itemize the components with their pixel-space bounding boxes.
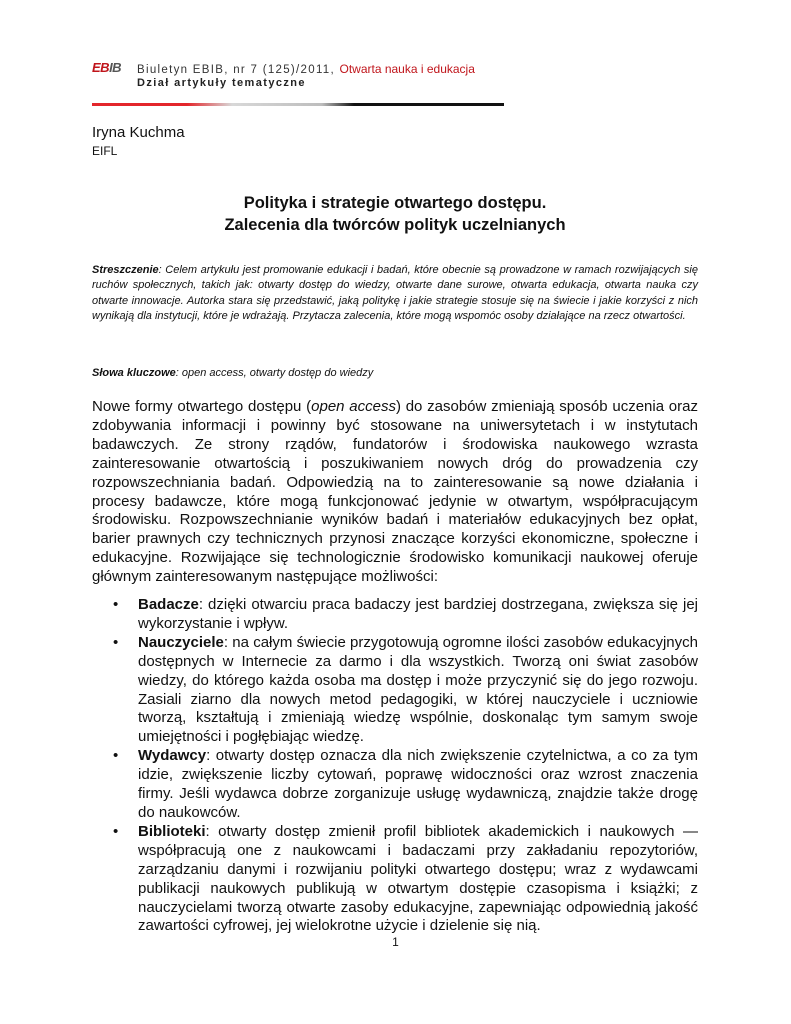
list-item: [92, 634, 698, 747]
list-item: [92, 596, 698, 634]
bullet-icon: •: [113, 747, 119, 765]
keywords: [92, 367, 373, 379]
abstract: [92, 263, 698, 325]
list-item-term: Badacze: [138, 596, 199, 613]
stakeholder-list: [92, 596, 698, 936]
intro-before: Nowe formy otwartego dostępu (: [92, 398, 312, 415]
section-label: Dział artykuły tematyczne: [137, 77, 306, 89]
list-item-text: : dzięki otwarciu praca badaczy jest bardziej dostrzegana, zwiększa się jej wykorzystanie i wpływ.: [138, 596, 698, 632]
list-item-text: : otwarty dostęp zmienił profil bibliotek akademickich i naukowych — współpracują one z naukowcami i badaczami przy zakładaniu repozytoriów, zarządzaniu danymi i rozwijaniu polityki otwartego dostępu; wraz z wydawcami publikacji naukowych publikują w otwartym dostępie czasopisma i książki; z nauczycielami tworzą otwarte zasoby edukacyjne, zapewniając odpowiednią jakość zawartości cyfrowej, jej wielokrotne użycie i dzielenie się nią.: [138, 822, 698, 935]
list-item-term: Wydawcy: [138, 747, 207, 765]
intro-italic-term: open access: [311, 398, 396, 415]
logo-part-eb: EB: [92, 60, 110, 75]
keywords-label: Słowa kluczowe: [92, 367, 176, 379]
abstract-text: : Celem artykułu jest promowanie edukacji i badań, które obecnie są prowadzone w ramach rozwijających się ruchów społecznych, takich jak: otwarty dostęp do wiedzy, otwarte dane surowe, otwarta edukacja, otwarta nauka czy otwarte innowacje. Autorka stara się przedstawić, jaką politykę i jakie strategie stosuje się na świecie i jakie korzyści z nich wynikają dla instytucji, które je wdrażają. Przytacza zalecenia, które mogą wspomóc osoby działające na rzecz otwartości.: [92, 264, 698, 323]
title-line-2: Zalecenia dla twórców polityk uczelnianych: [224, 216, 566, 234]
bulletin-line: [137, 62, 475, 76]
bullet-icon: •: [113, 822, 119, 840]
author-affiliation: EIFL: [92, 144, 118, 158]
bullet-icon: •: [113, 596, 119, 613]
ebib-logo: [92, 60, 121, 75]
author-name: Iryna Kuchma: [92, 124, 185, 141]
header-divider: [92, 103, 504, 106]
page-number: 1: [392, 935, 399, 949]
intro-after: ) do zasobów zmieniają sposób uczenia oraz zdobywania informacji i powinny być stosowane na uniwersytetach i w instytutach badawczych. Ze strony rządów, fundatorów i środowiska naukowego wzrasta zainteresowanie otwartością i poszukiwaniem nowych dróg do prowadzenia czy rozpowszechniania badań. Odpowiedzią na to zainteresowanie są nowe działania i procesy badawcze, które mogą funkcjonować jedynie w otwartym, współpracującym środowisku. Rozpowszechnianie wyników badań i materiałów edukacyjnych bez opłat, barier prawnych czy technicznych przynosi znaczące korzyści ekonomiczne, społeczne i edukacyjne. Rozwijające się technologicznie środowisko komunikacji naukowej oferuje głównym zainteresowanym następujące możliwości:: [92, 398, 698, 586]
logo-part-ib: IB: [109, 60, 122, 75]
list-item-text: : otwarty dostęp oznacza dla nich zwiększenie czytelnictwa, a co za tym idzie, zwiększenie liczby cytowań, poprawę widoczności oraz wzrost znaczenia firmy. Jeśli wydawca dobrze zorganizuje usługę wydawniczą, znajdzie także drogę do naukowców.: [138, 747, 698, 821]
bulletin-issue: Biuletyn EBIB, nr 7 (125)/2011,: [137, 64, 340, 76]
list-item-term: Nauczyciele: [138, 633, 224, 651]
list-item-text: : na całym świecie przygotowują ogromne ilości zasobów edukacyjnych dostępnych w Internecie za darmo i dla wszystkich. Tworzą oni świat zasobów wiedzy, do którego każda osoba ma dostęp i może przyczynić się do jego rozwoju. Zasiali ziarno dla nowych metod pedagogiki, w której nauczyciele i uczniowie tworzą, kształtują i zmieniają wiedzę wspólnie, doskonaląc tym samym swoje umiejętności i pogłębiając wiedzę.: [138, 633, 698, 746]
abstract-label: Streszczenie: [92, 264, 159, 276]
bulletin-theme: Otwarta nauka i edukacja: [339, 62, 475, 76]
article-title: [92, 192, 698, 236]
intro-paragraph: [92, 398, 698, 587]
list-item: [92, 747, 698, 823]
list-item: [92, 823, 698, 936]
keywords-text: : open access, otwarty dostęp do wiedzy: [175, 367, 374, 379]
bullet-icon: •: [113, 633, 119, 651]
list-item-term: Biblioteki: [138, 822, 206, 840]
title-line-1: Polityka i strategie otwartego dostępu.: [243, 194, 547, 212]
